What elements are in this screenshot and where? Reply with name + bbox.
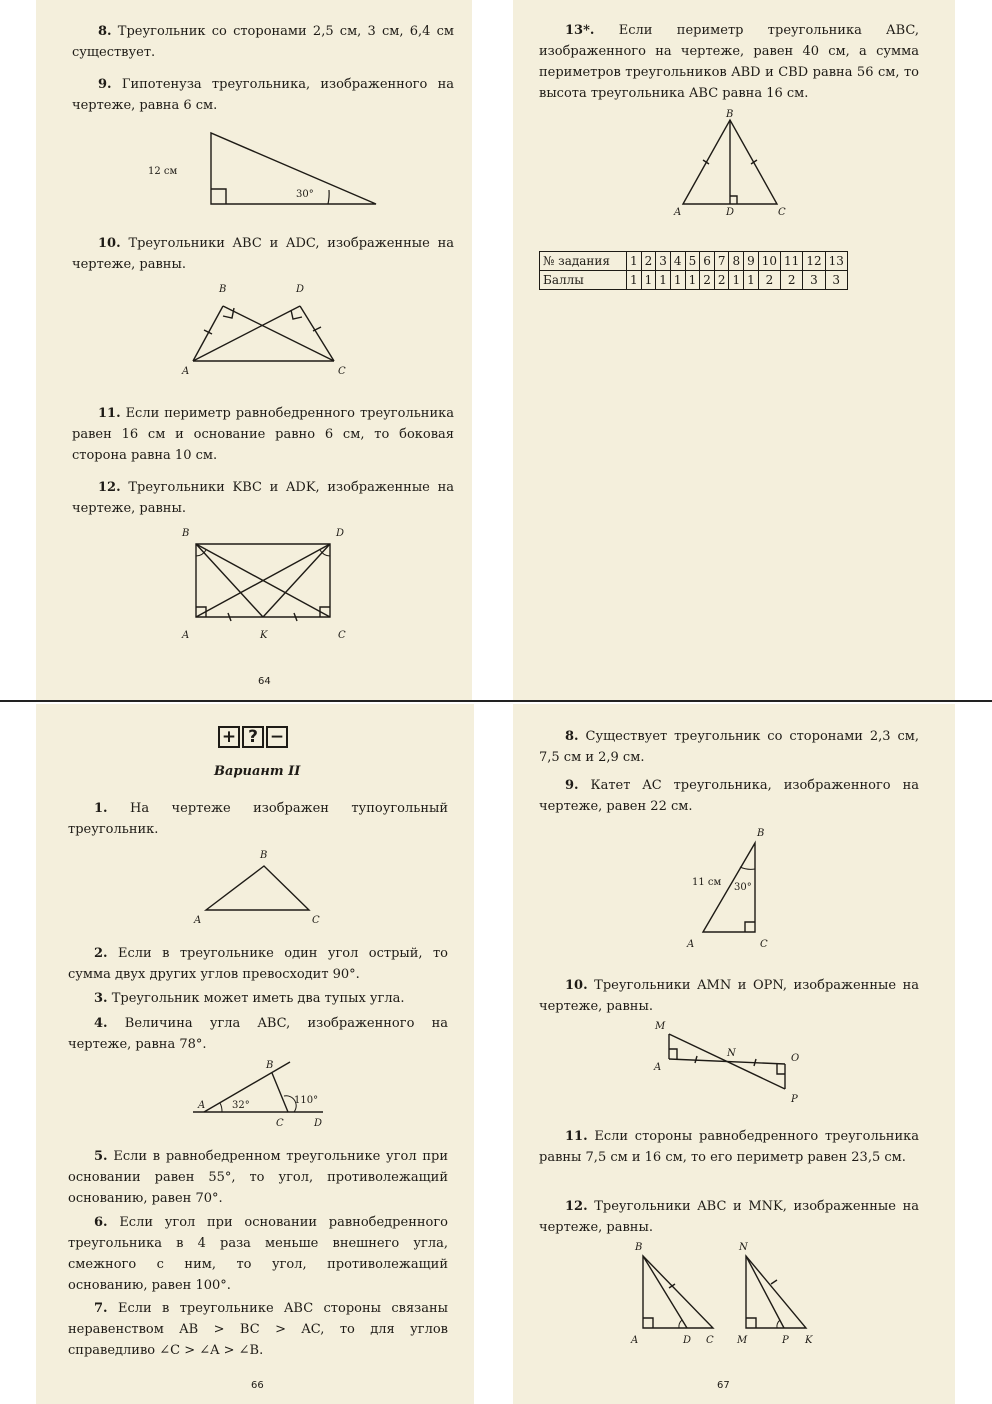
label-A: A [194, 915, 202, 926]
label-N: N [727, 1048, 736, 1059]
table-cell: 2 [758, 271, 780, 290]
label-M: M [737, 1335, 748, 1346]
label-P: P [782, 1335, 789, 1346]
table-header-cell: № задания [540, 252, 627, 271]
table-cell: 1 [729, 271, 744, 290]
label-A: A [631, 1335, 639, 1346]
label-A: A [687, 939, 695, 950]
label-B: B [266, 1060, 274, 1071]
figure-stroke [679, 1320, 682, 1328]
score-table [539, 251, 848, 290]
angle-c-label: 110° [294, 1095, 319, 1106]
question-9: 9. Гипотенуза треугольника, изображенного на чертеже, равна 6 см. [72, 77, 454, 113]
table-cell: 1 [685, 271, 700, 290]
table-cell: 4 [670, 252, 685, 271]
label-D: D [683, 1335, 692, 1346]
question-10: 10. Треугольники ABC и ADC, изображенные на чертеже, равны. [72, 236, 454, 272]
minus-icon: − [266, 726, 288, 748]
page-65 [513, 0, 955, 700]
angle-a-label: 32° [232, 1100, 250, 1111]
label-O: O [791, 1053, 800, 1064]
label-B: B [182, 528, 190, 539]
table-cell: 2 [714, 271, 729, 290]
label-C: C [338, 366, 346, 377]
angle-label: 30° [296, 189, 314, 200]
question-1: 1. На чертеже изображен тупоугольный треугольник. [68, 801, 448, 837]
table-cell: 1 [670, 271, 685, 290]
table-cell: 2 [781, 271, 803, 290]
question-8: 8. Существует треугольник со сторонами 2,3 см, 7,5 см и 2,9 см. [539, 729, 919, 765]
label-B: B [260, 850, 268, 861]
table-cell: 10 [758, 252, 780, 271]
label-B: B [757, 828, 765, 839]
plus-icon: + [218, 726, 240, 748]
table-cell: 1 [627, 252, 642, 271]
table-cell: 1 [656, 271, 671, 290]
question-6: 6. Если угол при основании равнобедренного треугольника в 4 раза меньше внешнего угла, смежного с ним, то угол, противолежащий основанию, равен 100°. [68, 1215, 448, 1293]
question-9: 9. Катет AC треугольника, изображенного на чертеже, равен 22 см. [539, 778, 919, 814]
leg-label: 12 см [148, 166, 178, 177]
question-12: 12. Треугольники KBC и ADK, изображенные на чертеже, равны. [72, 480, 455, 516]
table-cell: 2 [641, 252, 656, 271]
question-13: 13*. Если периметр треугольника ABC, изображенного на чертеже, равен 40 см, а сумма периметров треугольников ABD и CBD равна 56 см, то высота треугольника ABC равна 16 см. [539, 23, 919, 101]
label-C: C [706, 1335, 714, 1346]
question-2: 2. Если в треугольнике один угол острый, то сумма двух других углов превосходит 90°. [68, 946, 448, 982]
figure-stroke [643, 1318, 653, 1328]
question-3: 3. Треугольник может иметь два тупых угла. [94, 991, 405, 1006]
figure-isosceles-height [513, 0, 955, 700]
label-D: D [726, 207, 735, 218]
page-66 [36, 704, 474, 1404]
page-64 [36, 0, 472, 700]
leg-label: 11 см [692, 877, 722, 888]
figure-stroke [643, 1256, 687, 1328]
page-number: 67 [717, 1380, 730, 1391]
label-C: C [338, 630, 346, 641]
question-icon: ? [242, 726, 264, 748]
label-A: A [198, 1100, 206, 1111]
table-cell: 2 [700, 271, 715, 290]
table-cell: 5 [685, 252, 700, 271]
table-cell: 3 [656, 252, 671, 271]
table-cell: 6 [700, 252, 715, 271]
label-C: C [276, 1118, 284, 1129]
label-B: B [219, 284, 227, 295]
label-K: K [805, 1335, 813, 1346]
label-A: A [674, 207, 682, 218]
label-A: A [182, 366, 190, 377]
page-number: 66 [251, 1380, 264, 1391]
table-cell: 1 [627, 271, 642, 290]
figure-abc-mnk [513, 704, 955, 1404]
label-C: C [760, 939, 768, 950]
figure-stroke [746, 1256, 806, 1328]
figure-stroke [771, 1280, 777, 1284]
variant-title: Вариант II [214, 764, 301, 779]
label-D: D [314, 1118, 323, 1129]
figure-stroke [196, 544, 263, 617]
question-11: 11. Если периметр равнобедренного треугольника равен 16 см и основание равно 6 см, то боковая сторона равна 10 см. [72, 406, 454, 463]
label-A: A [182, 630, 190, 641]
figure-stroke [263, 544, 330, 617]
figure-kbc-adk [36, 0, 472, 700]
table-cell: 11 [781, 252, 803, 271]
figure-stroke [777, 1320, 780, 1328]
label-M: M [655, 1021, 666, 1032]
table-cell: 12 [803, 252, 825, 271]
label-N: N [739, 1242, 748, 1253]
label-C: C [312, 915, 320, 926]
question-4: 4. Величина угла ABC, изображенного на чертеже, равна 78°. [68, 1016, 449, 1052]
figure-stroke [746, 1256, 784, 1328]
table-cell: 13 [825, 252, 847, 271]
label-C: C [778, 207, 786, 218]
angle-label: 30° [734, 882, 752, 893]
label-B: B [726, 109, 734, 120]
question-7: 7. Если в треугольнике ABC стороны связаны неравенством AB > BC > AC, то для углов справедливо ∠C > ∠A > ∠B. [68, 1301, 448, 1358]
table-cell: 8 [729, 252, 744, 271]
page-number: 64 [258, 676, 271, 687]
table-row-tasks [540, 252, 848, 271]
question-12: 12. Треугольники ABC и MNK, изображенные на чертеже, равны. [539, 1199, 919, 1235]
spread-divider [0, 700, 992, 702]
figure-stroke [220, 1103, 222, 1112]
table-cell: 3 [803, 271, 825, 290]
label-P: P [791, 1094, 798, 1105]
table-row-label: Баллы [540, 271, 627, 290]
label-D: D [296, 284, 305, 295]
figure-stroke [746, 1318, 756, 1328]
table-cell: 3 [825, 271, 847, 290]
label-D: D [336, 528, 345, 539]
figure-stroke [643, 1256, 713, 1328]
table-row-points [540, 271, 848, 290]
table-cell: 7 [714, 252, 729, 271]
table-cell: 1 [744, 271, 759, 290]
question-10: 10. Треугольники AMN и OPN, изображенные на чертеже, равны. [539, 978, 920, 1014]
label-A: A [654, 1062, 662, 1073]
page-67 [513, 704, 955, 1404]
question-5: 5. Если в равнобедренном треугольнике угол при основании равен 55°, то угол, противолежащий основанию, равен 70°. [68, 1149, 448, 1206]
question-8: 8. Треугольник со сторонами 2,5 см, 3 см, 6,4 см существует. [72, 24, 454, 60]
table-cell: 9 [744, 252, 759, 271]
label-B: B [635, 1242, 643, 1253]
question-11: 11. Если стороны равнобедренного треугольника равны 7,5 см и 16 см, то его периметр равен 23,5 см. [539, 1129, 919, 1165]
label-K: K [260, 630, 268, 641]
table-cell: 1 [641, 271, 656, 290]
figure-stroke [272, 1073, 288, 1112]
figure-stroke [730, 196, 737, 204]
